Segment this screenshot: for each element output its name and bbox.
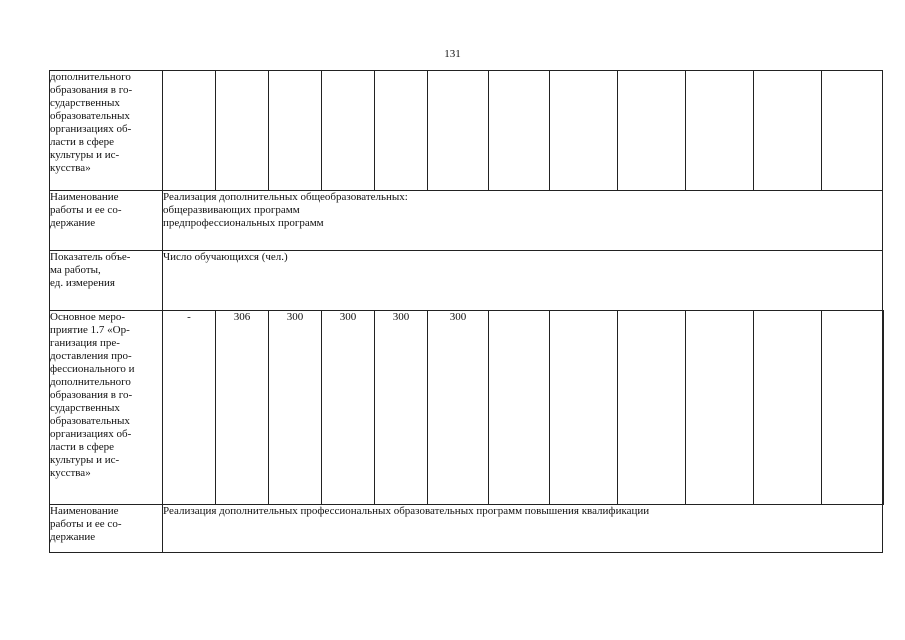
empty-cell <box>322 71 375 191</box>
empty-cell <box>550 71 618 191</box>
volume-indicator: Число обучающихся (чел.) <box>163 251 883 311</box>
row-label: Показатель объе- ма работы, ед. измерения <box>50 251 163 311</box>
empty-cell <box>163 71 216 191</box>
value-cell: 300 <box>375 311 428 505</box>
value-cell: - <box>163 311 216 505</box>
empty-cell <box>269 71 322 191</box>
value-cell: 300 <box>269 311 322 505</box>
table-row <box>50 191 884 251</box>
value-cell <box>883 311 884 505</box>
empty-cell <box>822 71 883 191</box>
empty-cell <box>686 71 754 191</box>
value-cell: 300 <box>428 311 489 505</box>
table-row <box>50 71 884 191</box>
empty-cell <box>428 71 489 191</box>
value-cell <box>754 311 822 505</box>
value-cell: 300 <box>322 311 375 505</box>
row-label: Наименование работы и ее со- держание <box>50 505 163 553</box>
table-row <box>50 505 884 553</box>
table-row <box>50 311 884 505</box>
row-label: Наименование работы и ее со- держание <box>50 191 163 251</box>
value-cell <box>618 311 686 505</box>
empty-cell <box>489 71 550 191</box>
work-content: Реализация дополнительных профессиональных образовательных программ повышения квалификации <box>163 505 883 553</box>
indicators-table <box>49 70 884 553</box>
value-cell <box>822 311 883 505</box>
table-row <box>50 251 884 311</box>
value-cell <box>550 311 618 505</box>
value-cell <box>489 311 550 505</box>
work-content: Реализация дополнительных общеобразовательных: общеразвивающих программ предпрофессиональных программ <box>163 191 883 251</box>
empty-cell <box>216 71 269 191</box>
page-number: 131 <box>444 48 461 60</box>
empty-cell <box>375 71 428 191</box>
value-cell <box>686 311 754 505</box>
row-label: дополнительного образования в го- сударственных образовательных организациях об- ласти в сфере культуры и ис- кусства» <box>50 71 163 191</box>
row-label: Основное меро- приятие 1.7 «Ор- ганизация пре- доставления про- фессионального и дополнительного образования в го- сударственных образовательных организациях об- ласти в сфере культуры и ис- кусства» <box>50 311 163 505</box>
empty-cell <box>618 71 686 191</box>
empty-cell <box>754 71 822 191</box>
value-cell: 306 <box>216 311 269 505</box>
